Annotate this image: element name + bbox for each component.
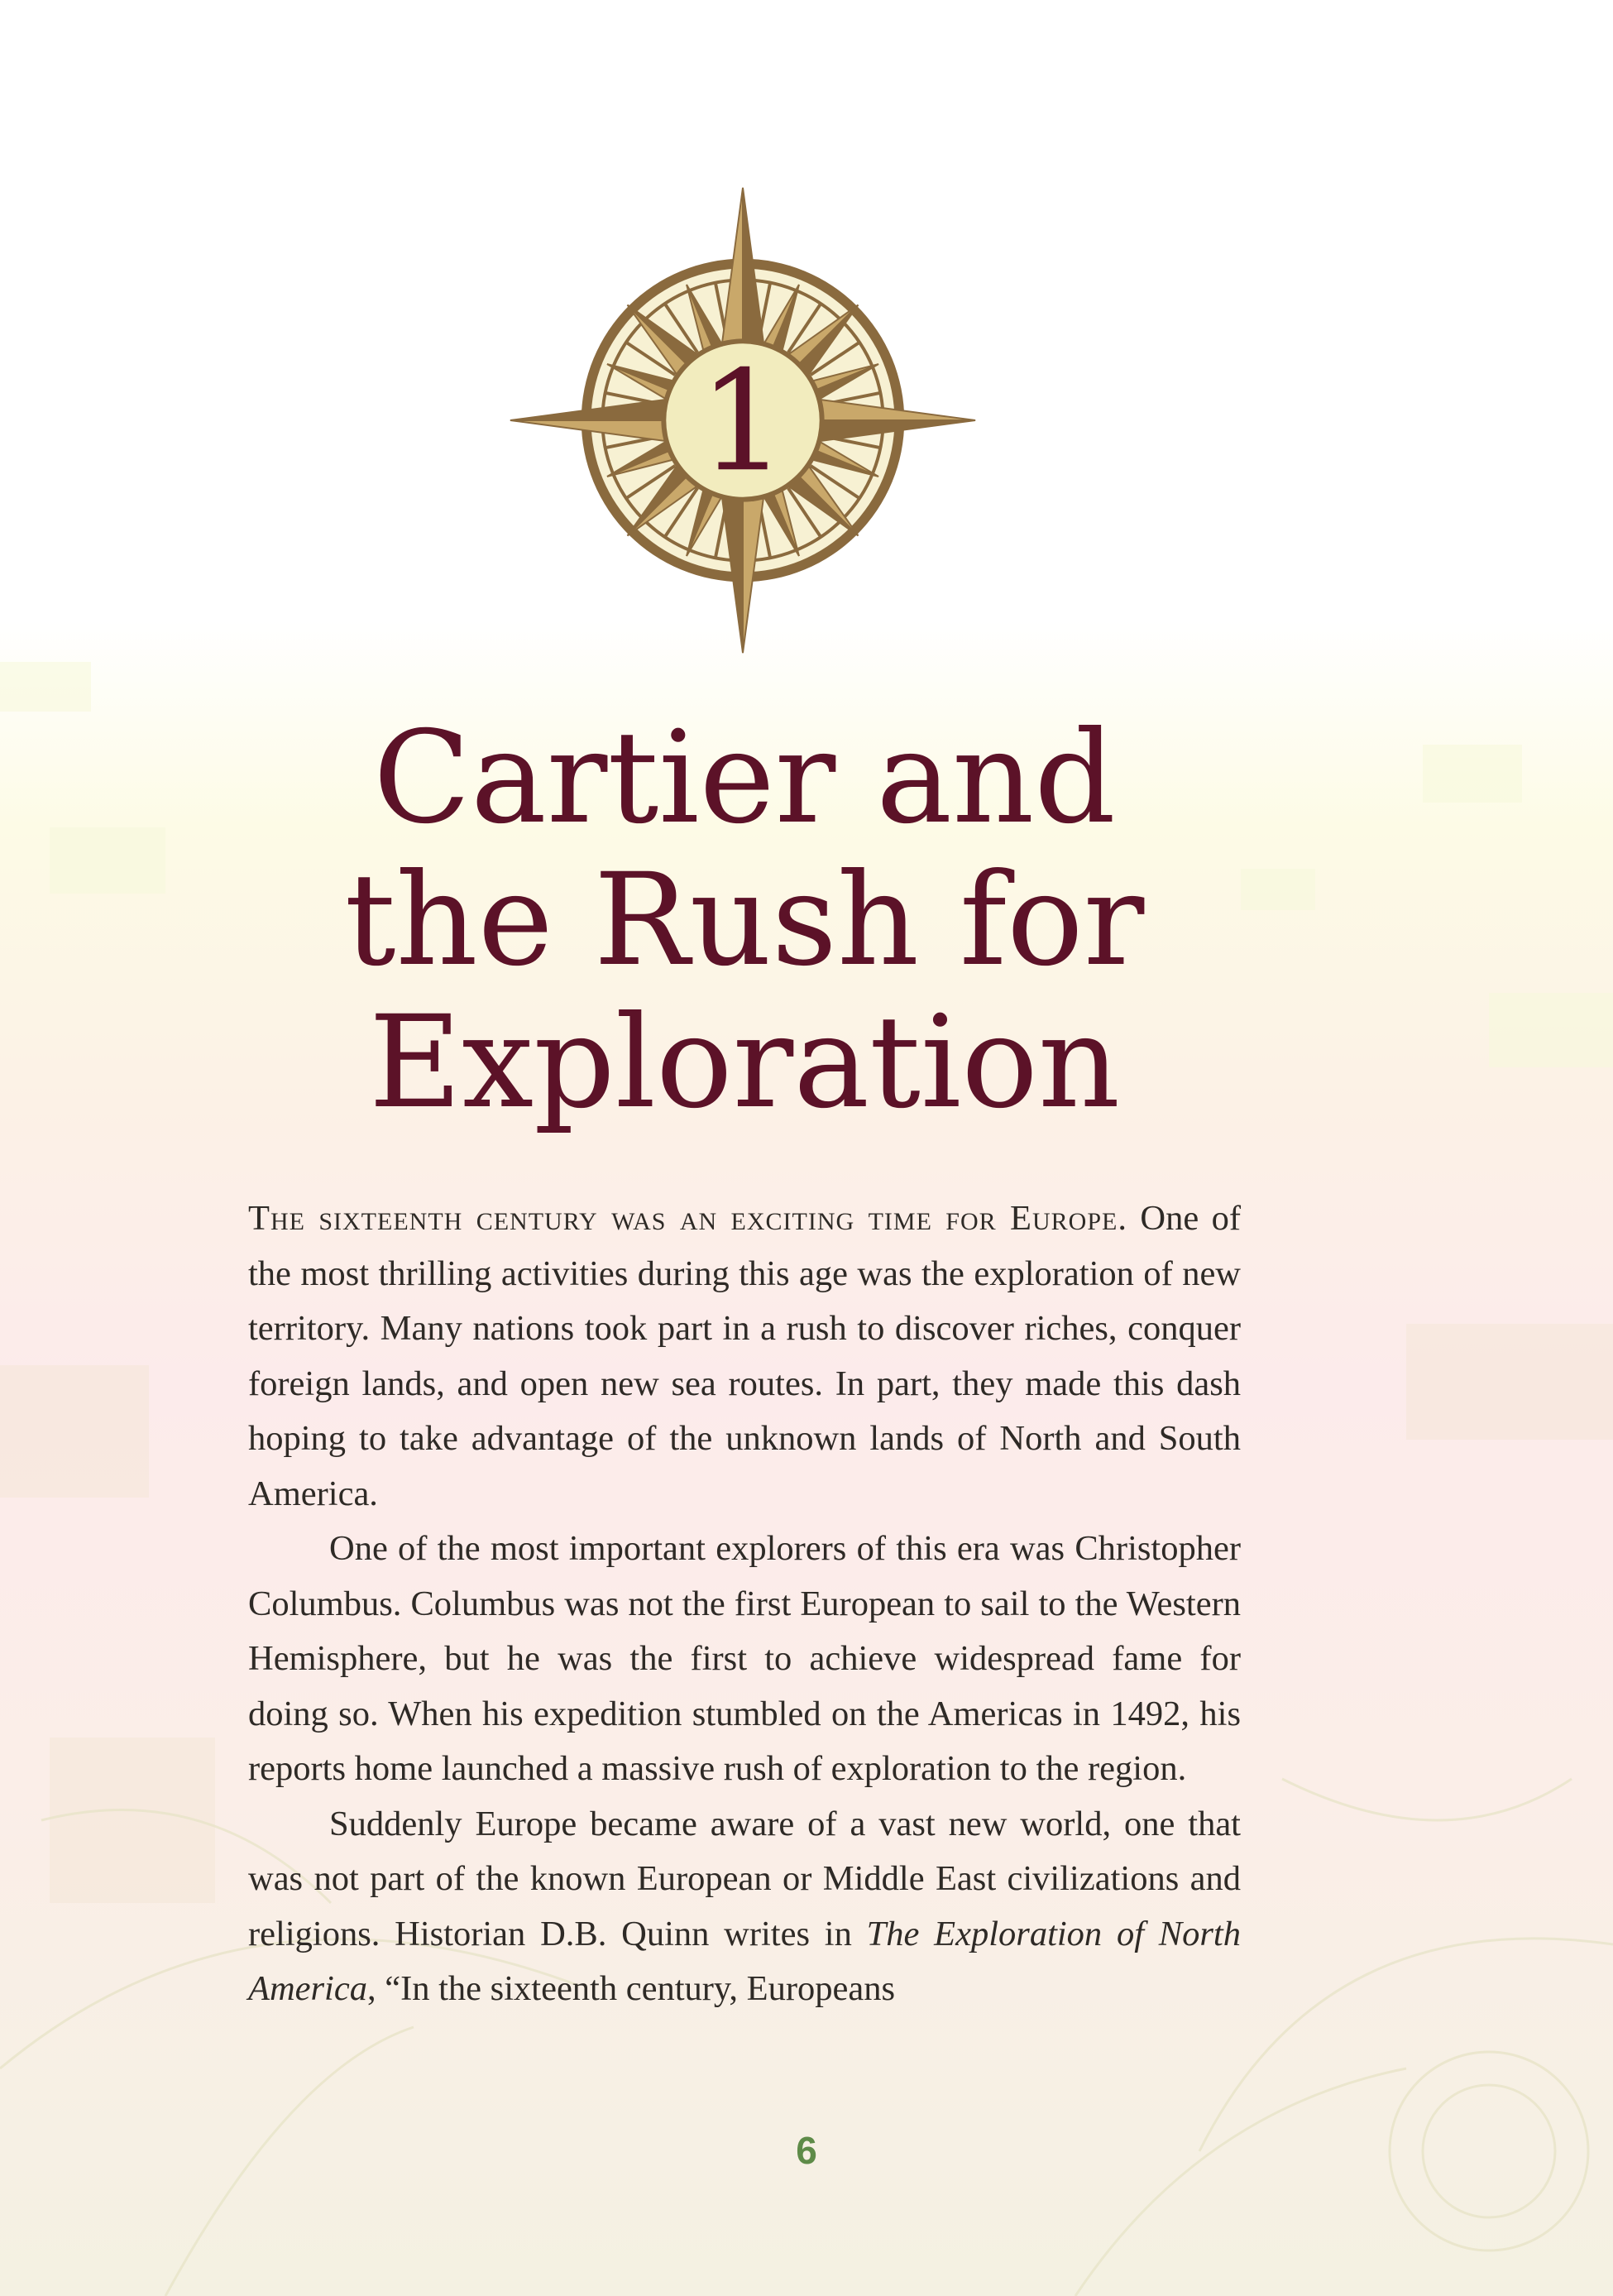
chapter-title [207, 704, 1282, 1137]
paragraph-3-text-b: , “In the sixteenth century, Europeans [366, 1969, 896, 2008]
chapter-title-line-2: the Rush for [344, 846, 1145, 995]
paragraph-1-text: One of the most thrilling activities during this age was the exploration of new territory. Many nations took part in a rush to discover riches, conquer foreign lands, and open new sea routes. In part, they made this dash hoping to take advantage of the unknown lands of North and South America. [248, 1199, 1241, 1513]
chapter-title-line-3: Exploration [368, 989, 1121, 1137]
chapter-body [248, 1191, 1241, 2017]
paragraph-1-lead: The sixteenth century was an exciting time for Europe. [248, 1199, 1127, 1238]
book-title: The Exploration of North America [248, 1914, 1241, 2008]
page-number: 6 [796, 2129, 817, 2172]
paragraph-3-text-a: Suddenly Europe became aware of a vast new world, one that was not part of the known European or Middle East civilizations and religions. Historian D.B. Quinn writes in [248, 1804, 1241, 1953]
paragraph-1 [248, 1191, 1241, 1522]
paragraph-2: One of the most important explorers of this era was Christopher Columbus. Columbus was not the first European to sail to the Western Hemisphere, but he was the first to achieve widespread fame for doing so. When his expedition stumbled on the Americas in 1492, his reports home launched a massive rush of exploration to the region. [248, 1529, 1241, 1788]
paragraph-3 [248, 1797, 1241, 2017]
compass-rose-icon [506, 184, 979, 657]
chapter-number: 1 [698, 340, 787, 503]
chapter-title-line-1: Cartier and [373, 704, 1116, 852]
